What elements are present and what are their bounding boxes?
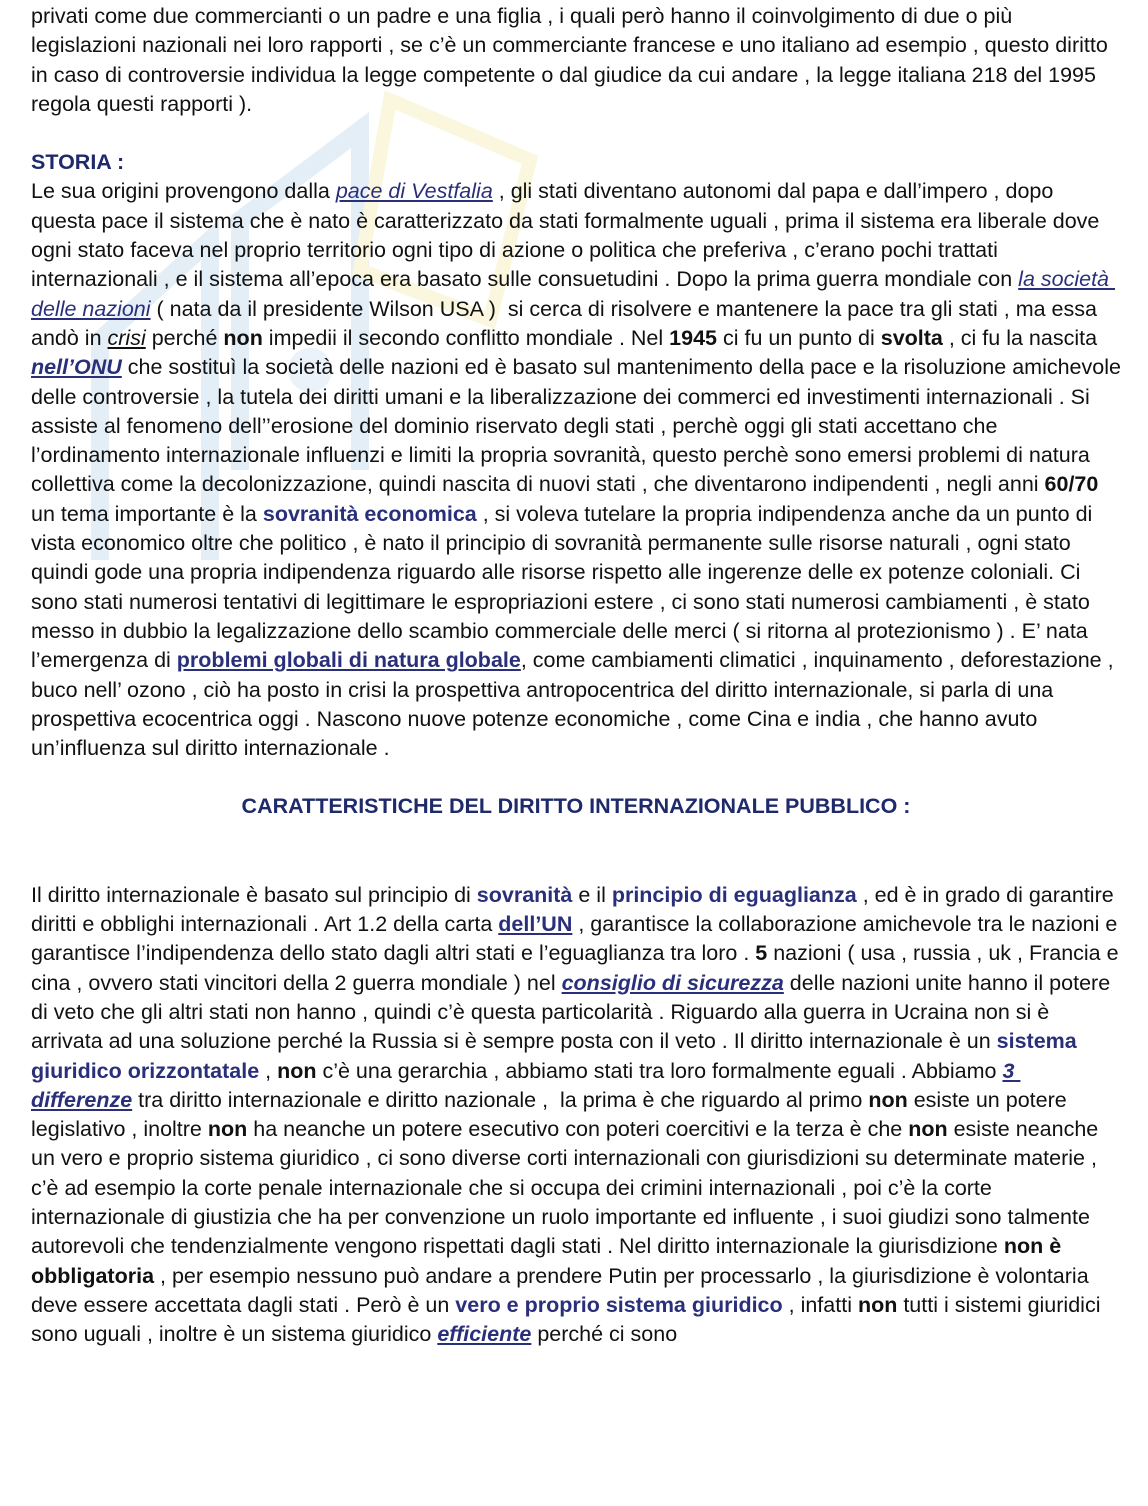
emphasis-text: 60/70 (1044, 472, 1099, 497)
text-run: un tema importante è la (31, 472, 1105, 526)
text-run: , ed è in grado di garantire diritti e obblighi internazionali . Art 1.2 della carta (31, 882, 1120, 937)
text-run: perché ci sono (531, 1322, 678, 1347)
emphasis-text: non (207, 1117, 248, 1142)
text-run: Il diritto internazionale è basato sul principio di (31, 882, 477, 907)
text-run: , infatti (782, 1292, 858, 1317)
text-run: esiste neanche un vero e proprio sistema giuridico , ci sono diverse corti internazionali con giurisdizioni su determinate materie , c’è ad esempio la corte penale internazionale che si occupa dei crimini internazionali , poi c’è la corte internazionale di giustizia che ha per convenzione un ruolo importante ed influente , i suoi giudizi sono talmente autorevoli che tendenzialmente vengono rispettati dagli stati . Nel diritto internazionale la giurisdizione (31, 1117, 1105, 1259)
text-run: c’è una gerarchia , abbiamo stati tra loro formalmente eguali . Abbiamo (316, 1058, 1003, 1083)
text-run: tra diritto internazionale e diritto nazionale , la prima è che riguardo al primo (132, 1087, 869, 1112)
text-run: che sostituì la società delle nazioni ed è basato sul mantenimento della pace e la risoluzione amichevole delle controversie , la tutela dei diritti umani e la liberalizzazione dei commerci ed investimenti internazionali . Si assiste al fenomeno dell’’erosione del dominio riservato degli stati , perchè oggi gli stati accettano che l’ordinamento internazionale influenzi e limiti la propria sovranità, questo perchè sono emersi problemi di natura collettiva come la decolonizzazione, quindi nascita di nuovi stati , che diventarono indipendenti , negli anni (31, 355, 1127, 497)
text-run: e il (572, 882, 612, 907)
text-run: , garantisce la collaborazione amichevole tra le nazioni e garantisce l’indipendenza dello stato dagli altri stati e l’eguaglianza tra loro . (31, 912, 1124, 966)
emphasis-text: sovranità economica (262, 501, 477, 526)
emphasis-text: sistema giuridico orizzontatale (31, 1029, 1083, 1083)
emphasis-text: pace di Vestfalia (335, 179, 493, 204)
emphasis-text: nell’ONU (31, 355, 122, 380)
text-run: nazioni ( usa , russia , uk , Francia e cina , ovvero stati vincitori della 2 guerra mondiale ) nel (31, 941, 1125, 995)
emphasis-text: efficiente (437, 1322, 532, 1347)
text-run: impedii il secondo conflitto mondiale . Nel (262, 325, 670, 350)
text-run: ci fu un punto di (717, 325, 881, 350)
emphasis-text: 3 differenze (31, 1058, 1021, 1112)
text-run: , ci fu la nascita (942, 325, 1104, 350)
emphasis-text: svolta (880, 325, 943, 350)
emphasis-text: non (277, 1058, 317, 1083)
document-page (31, 0, 1127, 1349)
storia-paragraph (31, 177, 1127, 763)
emphasis-text: non è obbligatoria (31, 1234, 1068, 1288)
emphasis-text: vero e proprio sistema giuridico (455, 1292, 783, 1317)
text-run: , gli stati diventano autonomi dal papa e dall’impero , dopo questa pace il sistema che è nato è caratterizzato da stati formalmente uguali , prima il sistema era liberale dove ogni stato faceva nel proprio territorio ogni tipo di azione o politica che preferiva , c’erano pochi trattati internazionali , e il sistema all’epoca era basato sulle consuetudini . Dopo la prima guerra mondiale con (31, 179, 1106, 292)
emphasis-text: dell’UN (498, 912, 573, 937)
text-run: tutti i sistemi giuridici sono uguali , inoltre è un sistema giuridico (31, 1292, 1107, 1347)
text-run: delle nazioni unite hanno il potere di veto che gli altri stati non hanno , quindi c’è questa particolarità . Riguardo alla guerra in Ucraina non si è arrivata ad una soluzione perché la Russia si è sempre posta con il veto . Il diritto internazionale è un (31, 970, 1117, 1054)
emphasis-text: principio di eguaglianza (611, 882, 857, 907)
text-run: , si voleva tutelare la propria indipendenza anche da un punto di vista economico oltre che politico , è nato il principio di sovranità permanente sulle risorse naturali , ogni stato quindi gode una propria indipendenza riguardo alle risorse rispetto alle ingerenze delle ex potenze coloniali. Ci sono stati numerosi tentativi di legittimare le espropriazioni estere , ci sono stati numerosi cambiamenti , è stato messo in dubbio la legalizzazione dello scambio commerciale delle merci ( si ritorna al protezionismo ) . E’ nata l’emergenza di (31, 501, 1099, 673)
text-run: , per esempio nessuno può andare a prendere Putin per processarlo , la giurisdizione è volontaria deve essere accettata dagli stati . Però è un (31, 1263, 1095, 1317)
text-run: perché (145, 325, 224, 350)
emphasis-text: non (223, 325, 263, 350)
text-run: esiste un potere legislativo , inoltre (31, 1087, 1073, 1142)
emphasis-text: problemi globali di natura globale (176, 648, 521, 673)
text-run: privati come due commercianti o un padre e una figlia , i quali però hanno il coinvolgimento di due o più legislazioni nazionali nei loro rapporti , se c’è un commerciante francese e uno italiano ad esempio , questo diritto in caso di controversie individua la legge competente o dal giudice da cui andare , la legge italiana 218 del 1995 regola questi rapporti ). (31, 4, 1114, 116)
emphasis-text: consiglio di sicurezza (561, 970, 784, 995)
emphasis-text: 5 (755, 941, 768, 966)
text-run: , (259, 1058, 278, 1083)
emphasis-text: non (868, 1087, 908, 1112)
text-run: ha neanche un potere esecutivo con poteri coercitivi e la terza è che (247, 1117, 909, 1142)
intro-paragraph (31, 2, 1121, 119)
caratteristiche-heading: CARATTERISTICHE DEL DIRITTO INTERNAZIONALE PUBBLICO : (241, 794, 911, 819)
emphasis-text: sovranità (476, 882, 573, 907)
caratteristiche-paragraph (31, 881, 1125, 1350)
emphasis-text: crisi (107, 325, 146, 350)
emphasis-text: non (908, 1117, 948, 1142)
storia-heading: STORIA : (31, 150, 125, 175)
text-run: ( nata da il presidente Wilson USA ) si cerca di risolvere e mantenere la pace tra gli stati , ma essa andò in (31, 296, 1103, 350)
text-run: Le sua origini provengono dalla (31, 179, 336, 204)
text-run: , come cambiamenti climatici , inquinamento , deforestazione , buco nell’ ozono , ciò ha posto in crisi la prospettiva antropocentrica del diritto internazionale, si parla di una prospettiva ecocentrica oggi . Nascono nuove potenze economiche , come Cina e india , che hanno avuto un’influenza sul diritto internazionale . (31, 648, 1120, 761)
emphasis-text: 1945 (669, 325, 717, 350)
emphasis-text: la società delle nazioni (31, 267, 1115, 321)
emphasis-text: non (857, 1292, 898, 1317)
